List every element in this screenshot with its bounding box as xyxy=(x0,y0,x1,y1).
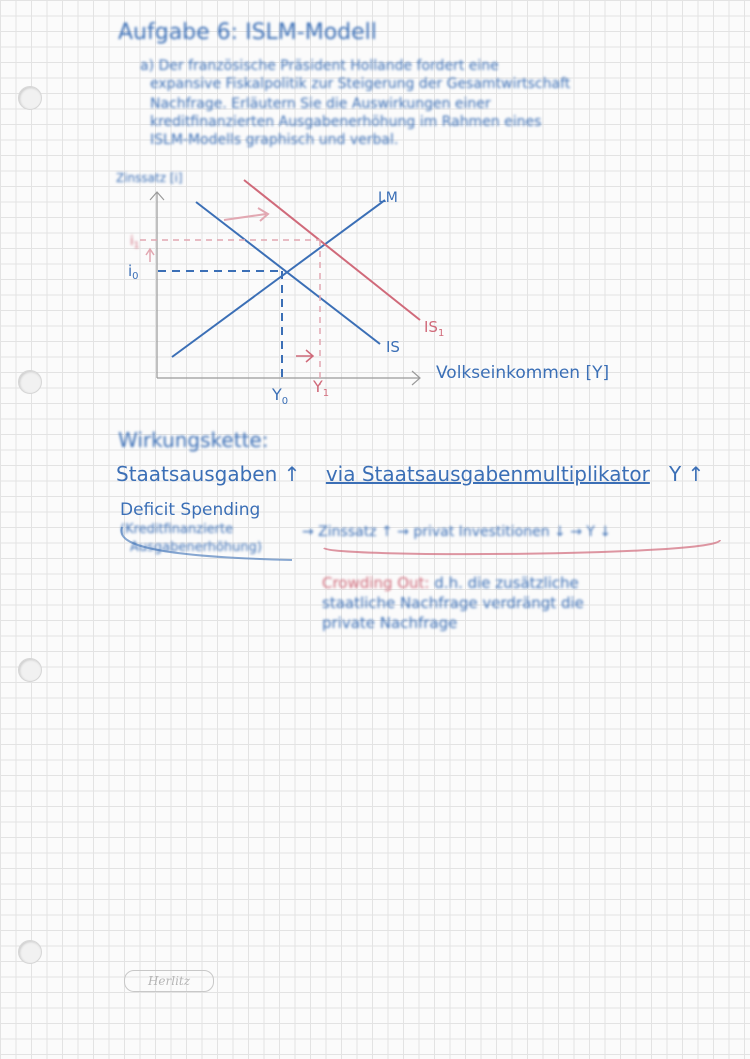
crowd-out-line-2: staatliche Nachfrage verdrängt die xyxy=(322,594,584,612)
crowd-out-text-1: d.h. die zusätzliche xyxy=(434,574,579,592)
herlitz-logo: Herlitz xyxy=(124,970,214,992)
y0-label: $Y_0$ xyxy=(272,385,289,407)
lm-label: LM xyxy=(378,190,398,206)
row1-left: Staatsausgaben ↑ xyxy=(116,462,301,486)
y-axis-label: Zinssatz [i] xyxy=(116,171,183,185)
crowd-out-line-3: private Nachfrage xyxy=(322,614,458,632)
is1-label: $IS_1$ xyxy=(424,318,445,339)
deficit-spending-sub1: (Kreditfinanzierte xyxy=(120,522,234,537)
x-axis-label: Volkseinkommen [Y] xyxy=(436,363,610,383)
task-line-5: ISLM-Modells graphisch und verbal. xyxy=(150,132,399,148)
crowd-out-label: Crowding Out: xyxy=(322,574,430,592)
deficit-spending-label: Deficit Spending xyxy=(120,500,261,520)
brace-bottom xyxy=(324,540,720,554)
is-label: IS xyxy=(386,338,400,356)
section-heading: Wirkungskette: xyxy=(118,428,269,452)
y1-label: $Y_1$ xyxy=(313,377,330,399)
row1-right: Y ↑ xyxy=(668,462,705,486)
row1-mid: via Staatsausgabenmultiplikator xyxy=(325,462,650,486)
task-line-4: kreditfinanzierten Ausgabenerhöhung im Rahmen eines xyxy=(150,114,542,130)
task-line-3: Nachfrage. Erläutern Sie die Auswirkungen einer xyxy=(150,96,491,112)
task-line-1: a) Der französische Präsident Hollande fordert eine xyxy=(140,58,499,74)
crowd-out-line-1 xyxy=(322,574,579,592)
chain-row-2: → Zinssatz ↑ → privat Investitionen ↓ → Y ↓ xyxy=(302,524,612,540)
brace-left xyxy=(121,527,292,560)
deficit-spending-sub2: Ausgabenerhöhung) xyxy=(130,540,262,555)
page-title: Aufgabe 6: ISLM-Modell xyxy=(118,20,377,45)
i0-label: $i_0$ xyxy=(128,262,139,282)
task-line-2: expansive Fiskalpolitik zur Steigerung der Gesamtwirtschaft xyxy=(150,76,571,92)
i1-label: $i_1$ xyxy=(130,234,140,251)
